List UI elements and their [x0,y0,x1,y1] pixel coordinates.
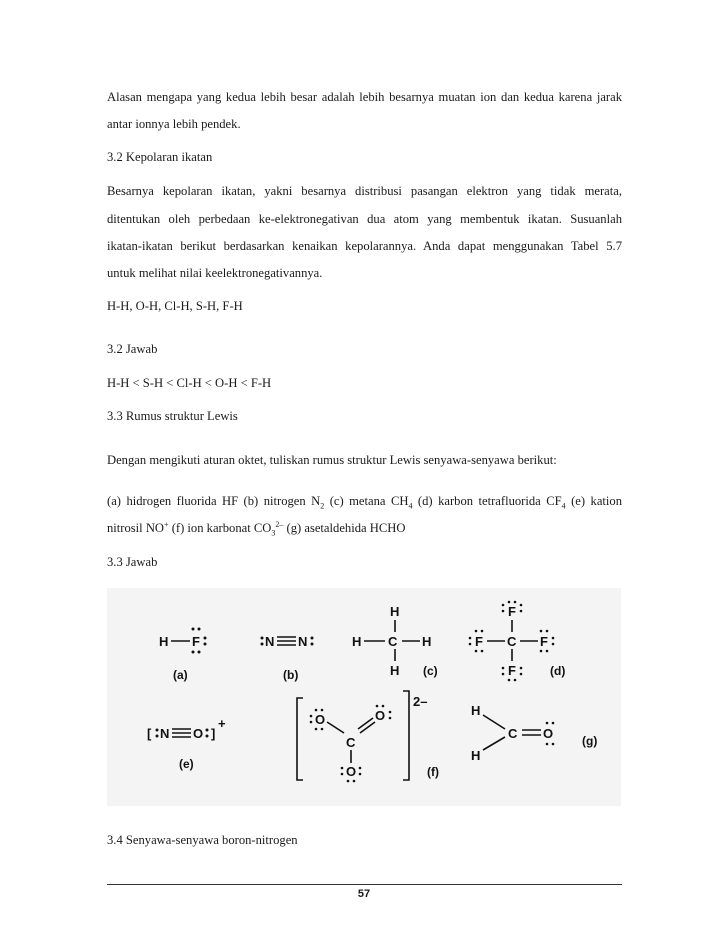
svg-text:O: O [315,712,326,727]
svg-text:H: H [390,663,400,678]
svg-text:O: O [543,726,554,741]
lewis-ch4 [352,604,438,678]
svg-text:H: H [471,748,481,763]
svg-text:C: C [507,634,517,649]
svg-text:2–: 2– [413,694,428,709]
svg-text:H: H [390,604,400,619]
svg-text:H: H [159,634,169,649]
lewis-carbonate [297,691,439,782]
section-3-2-line-3: ikatan-ikatan berikut berdasarkan kenaikan kepolarannya. Anda dapat menggunakan Tabel 5.7 [107,239,622,253]
svg-text:F: F [508,663,516,678]
label-g: (g) [582,734,598,748]
lewis-no-cation [147,716,226,771]
label-c: (c) [423,664,438,678]
svg-text:C: C [388,634,398,649]
section-heading-3-3: 3.3 Rumus struktur Lewis [107,409,238,423]
intro-line-1: Alasan mengapa yang kedua lebih besar adalah lebih besarnya muatan ion dan kedua karena jarak [107,90,622,104]
section-heading-3-2: 3.2 Kepolaran ikatan [107,150,213,164]
label-d: (d) [550,664,566,678]
svg-text:F: F [192,634,200,649]
svg-text:N: N [160,726,170,741]
label-b: (b) [283,668,299,682]
svg-text:F: F [540,634,548,649]
svg-text:H: H [422,634,432,649]
svg-text:O: O [193,726,204,741]
svg-text:N: N [265,634,275,649]
svg-text:+: + [218,716,226,731]
svg-text:O: O [346,764,357,779]
svg-text:C: C [346,735,356,750]
answer-3-2: H-H < S-H < Cl-H < O-H < F-H [107,376,272,390]
svg-text:[: [ [147,726,152,741]
section-3-2-line-2: ditentukan oleh perbedaan ke-elektronegativan dua atom yang membentuk ikatan. Susuanlah [107,212,622,226]
page-number: 57 [357,888,371,900]
bond-list: H-H, O-H, Cl-H, S-H, F-H [107,299,243,313]
svg-text:H: H [352,634,362,649]
compound-list-line-2: nitrosil NO+ (f) ion karbonat $CO_3^{2-}$ (g) asetaldehida HCHO [107,519,406,538]
lewis-structures-svg [107,588,621,806]
svg-text:F: F [475,634,483,649]
svg-text:N: N [298,634,308,649]
section-heading-3-4: 3.4 Senyawa-senyawa boron-nitrogen [107,833,298,847]
answer-heading-3-3: 3.3 Jawab [107,555,158,569]
lewis-formaldehyde [471,703,597,763]
footer-rule [107,884,622,885]
section-3-3-prompt: Dengan mengikuti aturan oktet, tuliskan rumus struktur Lewis senyawa-senyawa berikut: [107,453,557,467]
svg-text:H: H [471,703,481,718]
svg-text:]: ] [211,726,216,741]
intro-line-2: antar ionnya lebih pendek. [107,117,241,131]
label-e: (e) [179,757,194,771]
compound-list-line-1: (a) hidrogen fluorida HF (b) nitrogen $N_2$ (c) metana $CH_4$ (d) karbon tetrafluorida $CF_4$ (e) kation [107,494,623,511]
svg-text:O: O [375,708,386,723]
lewis-n2 [261,634,314,682]
lewis-structures-figure [107,588,621,806]
svg-text:C: C [508,726,518,741]
lewis-cf4 [469,601,566,682]
answer-heading-3-2: 3.2 Jawab [107,342,158,356]
label-f: (f) [427,765,439,779]
svg-text:F: F [508,604,516,619]
section-3-2-line-4: untuk melihat nilai keelektronegativannya. [107,266,323,280]
lewis-hf [159,628,207,683]
label-a: (a) [173,668,188,682]
section-3-2-line-1: Besarnya kepolaran ikatan, yakni besarnya distribusi pasangan elektron yang tidak merata, [107,184,622,198]
